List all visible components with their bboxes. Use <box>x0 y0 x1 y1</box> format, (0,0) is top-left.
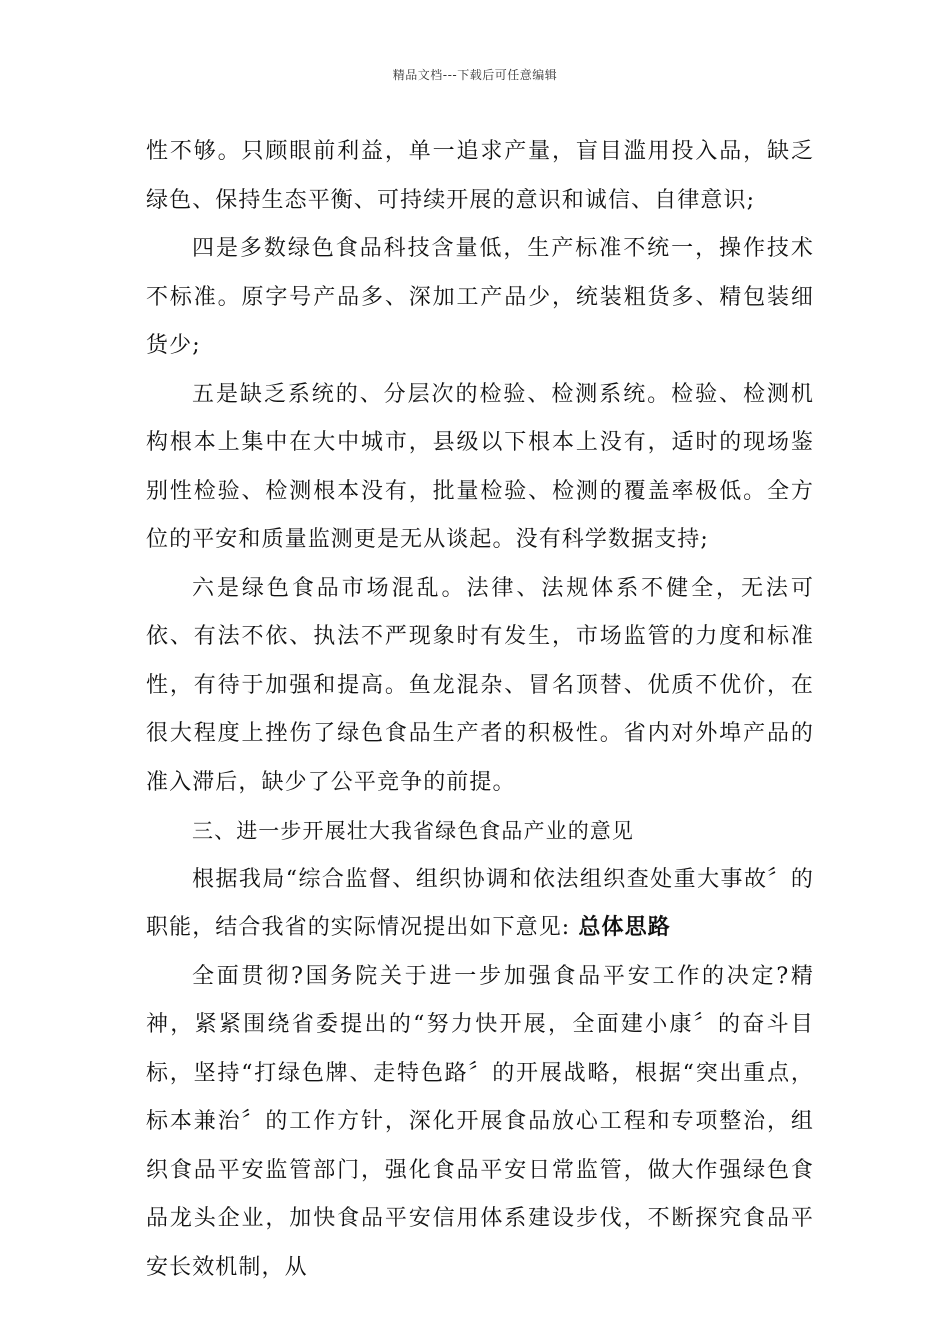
section-heading-three: 三、进一步开展壮大我省绿色食品产业的意见 <box>192 819 634 843</box>
page-header: 精品文档---下载后可任意编辑 <box>392 68 558 82</box>
subheading-overall-approach: 总体思路 <box>578 915 671 940</box>
paragraph-intro <box>146 856 814 953</box>
paragraph-point-six: 六是绿色食品市场混乱。法律、法规体系不健全，无法可依、有法不依、执法不严现象时有发生，市场监管的力度和标准性，有待于加强和提高。鱼龙混杂、冒名顶替、优质不优价，在很大程度上挫伤了绿色食品生产者的积极性。省内对外埠产品的准入滞后，缺少了公平竞争的前提。 <box>146 575 814 795</box>
document-body <box>146 128 814 1292</box>
paragraph-continuation: 性不够。只顾眼前利益，单一追求产量，盲目滥用投入品，缺乏绿色、保持生态平衡、可持续开展的意识和诚信、自律意识; <box>146 139 814 213</box>
paragraph-point-four: 四是多数绿色食品科技含量低，生产标准不统一，操作技术不标准。原字号产品多、深加工产品少，统装粗货多、精包装细货少; <box>146 236 814 358</box>
paragraph-intro-text: 根据我局“综合监督、组织协调和依法组织查处重大事故〞的职能，结合我省的实际情况提出如下意见: <box>146 866 814 940</box>
paragraph-approach: 全面贯彻?国务院关于进一步加强食品平安工作的决定?精神，紧紧围绕省委提出的“努力快开展，全面建小康〞的奋斗目标，坚持“打绿色牌、走特色路〞的开展战略，根据“突出重点，标本兼治〞的工作方针，深化开展食品放心工程和专项整治，组织食品平安监管部门，强化食品平安日常监管，做大作强绿色食品龙头企业，加快食品平安信用体系建设步伐，不断探究食品平安长效机制，从 <box>146 963 814 1280</box>
paragraph-point-five: 五是缺乏系统的、分层次的检验、检测系统。检验、检测机构根本上集中在大中城市，县级以下根本上没有，适时的现场鉴别性检验、检测根本没有，批量检验、检测的覆盖率极低。全方位的平安和质量监测更是无从谈起。没有科学数据支持; <box>146 381 814 552</box>
